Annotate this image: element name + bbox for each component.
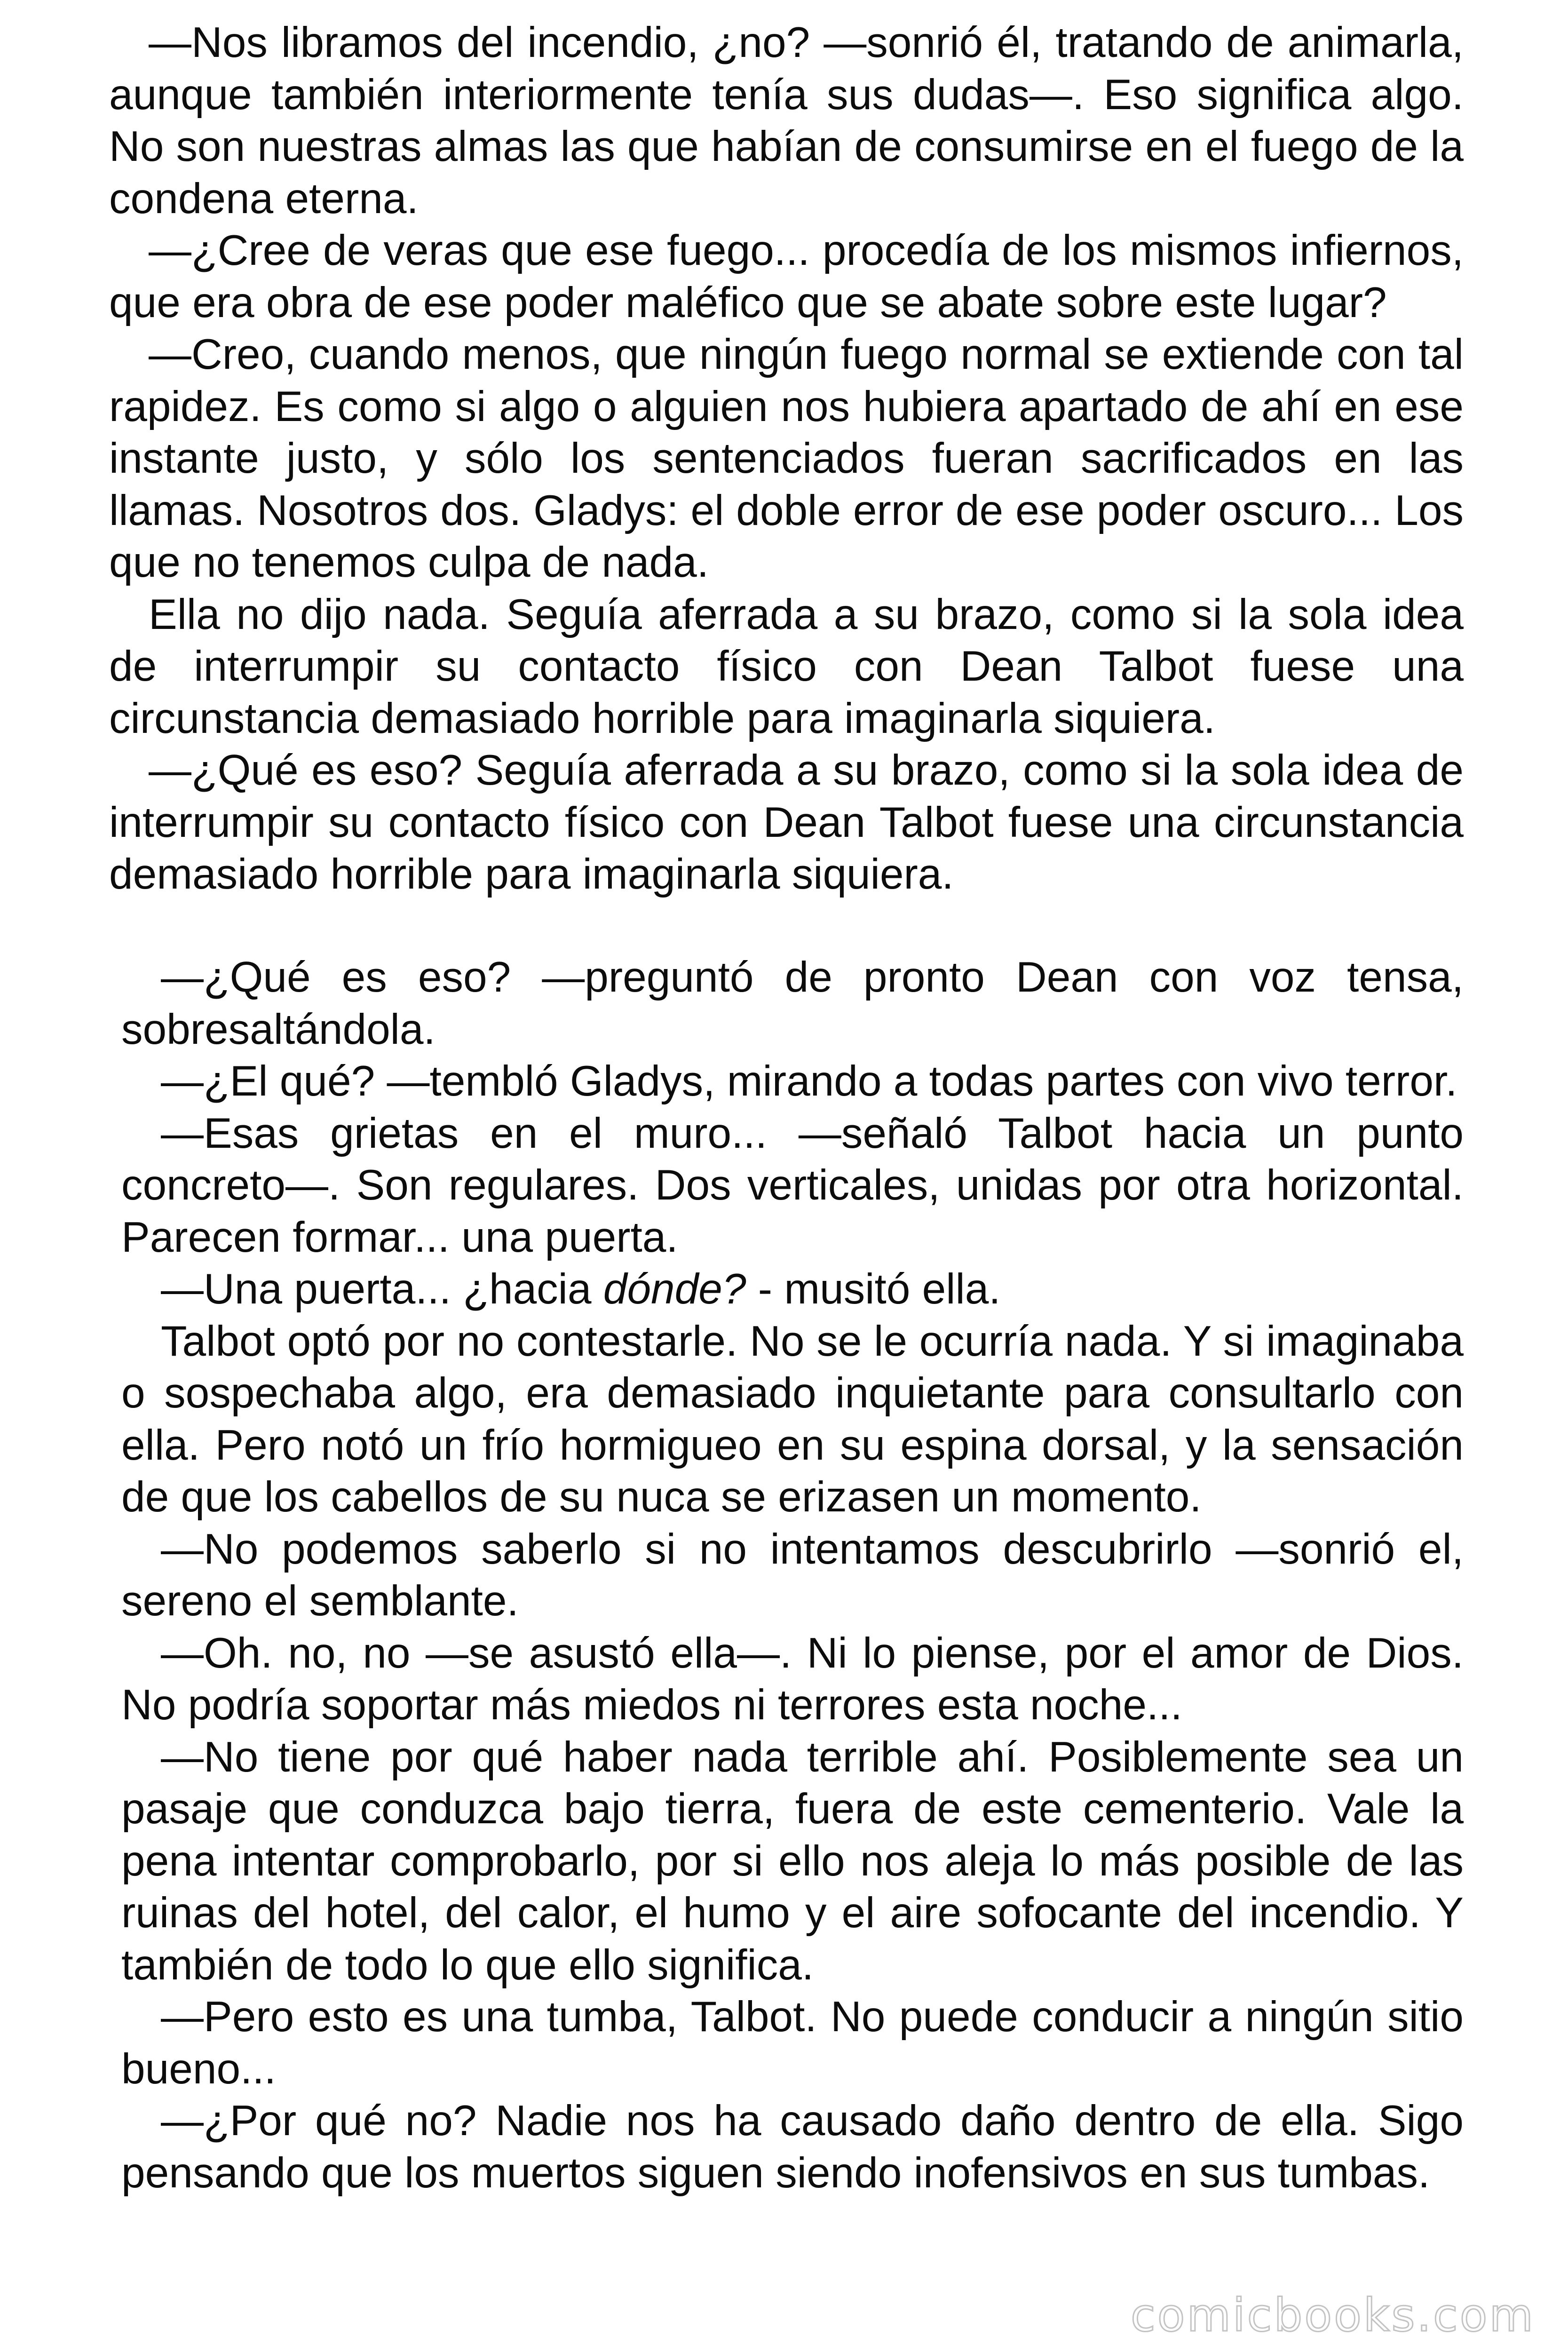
paragraph: —Creo, cuando menos, que ningún fuego normal se extiende con tal rapidez. Es como si algo o alguien nos hubiera apartado de ahí en ese instante justo, y sólo los sentenciados fueran sacrificados en las llamas. Nosotros dos. Gladys: el doble error de ese poder oscuro... Los que no tenemos culpa de nada. [109, 331, 1464, 586]
paragraph: —No podemos saberlo si no intentamos descubrirlo —sonrió el, sereno el semblante. [121, 1525, 1464, 1625]
door-text-before: —Una puerta... ¿hacia [161, 1265, 603, 1313]
paragraph: —Oh. no, no —se asustó ella—. Ni lo piense, por el amor de Dios. No podría soportar más miedos ni terrores esta noche... [121, 1629, 1464, 1729]
paragraph: —¿Qué es eso? Seguía aferrada a su brazo, como si la sola idea de interrumpir su contacto físico con Dean Talbot fuese una circunstancia demasiado horrible para imaginarla siquiera. [109, 747, 1464, 898]
door-text-italic: dónde? [603, 1265, 746, 1313]
watermark: comicbooks.com [1130, 2289, 1535, 2342]
paragraph: —Pero esto es una tumba, Talbot. No puede conducir a ningún sitio bueno... [121, 1993, 1464, 2093]
paragraph: Ella no dijo nada. Seguía aferrada a su brazo, como si la sola idea de interrumpir su contacto físico con Dean Talbot fuese una circunstancia demasiado horrible para imaginarla siquiera. [109, 590, 1464, 742]
text-block-bottom [121, 952, 1464, 2199]
paragraph: —Esas grietas en el muro... —señaló Talbot hacia un punto concreto—. Son regulares. Dos verticales, unidas por otra horizontal. Parecen formar... una puerta. [121, 1109, 1464, 1261]
text-block-top [109, 17, 1464, 901]
paragraph: —¿Qué es eso? —preguntó de pronto Dean con voz tensa, sobresaltándola. [121, 954, 1464, 1053]
paragraph: —¿El qué? —tembló Gladys, mirando a todas partes con vivo terror. [161, 1057, 1457, 1105]
paragraph: Talbot optó por no contestarle. No se le ocurría nada. Y si imaginaba o sospechaba algo, era demasiado inquietante para consultarlo con ella. Pero notó un frío hormigueo en su espina dorsal, y la sensación de que los cabellos de su nuca se erizasen un momento. [121, 1317, 1464, 1521]
paragraph: —Nos libramos del incendio, ¿no? —sonrió él, tratando de animarla, aunque también interiormente tenía sus dudas—. Eso significa algo. No son nuestras almas las que habían de consumirse en el fuego de la condena eterna. [109, 19, 1464, 222]
door-text-after: - musitó ella. [746, 1265, 1001, 1313]
paragraph-door [121, 1263, 1464, 1316]
paragraph: —No tiene por qué haber nada terrible ahí. Posiblemente sea un pasaje que conduzca bajo tierra, fuera de este cementerio. Vale la pena intentar comprobarlo, por si ello nos aleja lo más posible de las ruinas del hotel, del calor, el humo y el aire sofocante del incendio. Y también de todo lo que ello significa. [121, 1733, 1464, 1989]
paragraph: —¿Por qué no? Nadie nos ha causado daño dentro de ella. Sigo pensando que los muertos siguen siendo inofensivos en sus tumbas. [121, 2097, 1464, 2197]
paragraph: —¿Cree de veras que ese fuego... procedía de los mismos infiernos, que era obra de ese poder maléfico que se abate sobre este lugar? [109, 227, 1464, 326]
